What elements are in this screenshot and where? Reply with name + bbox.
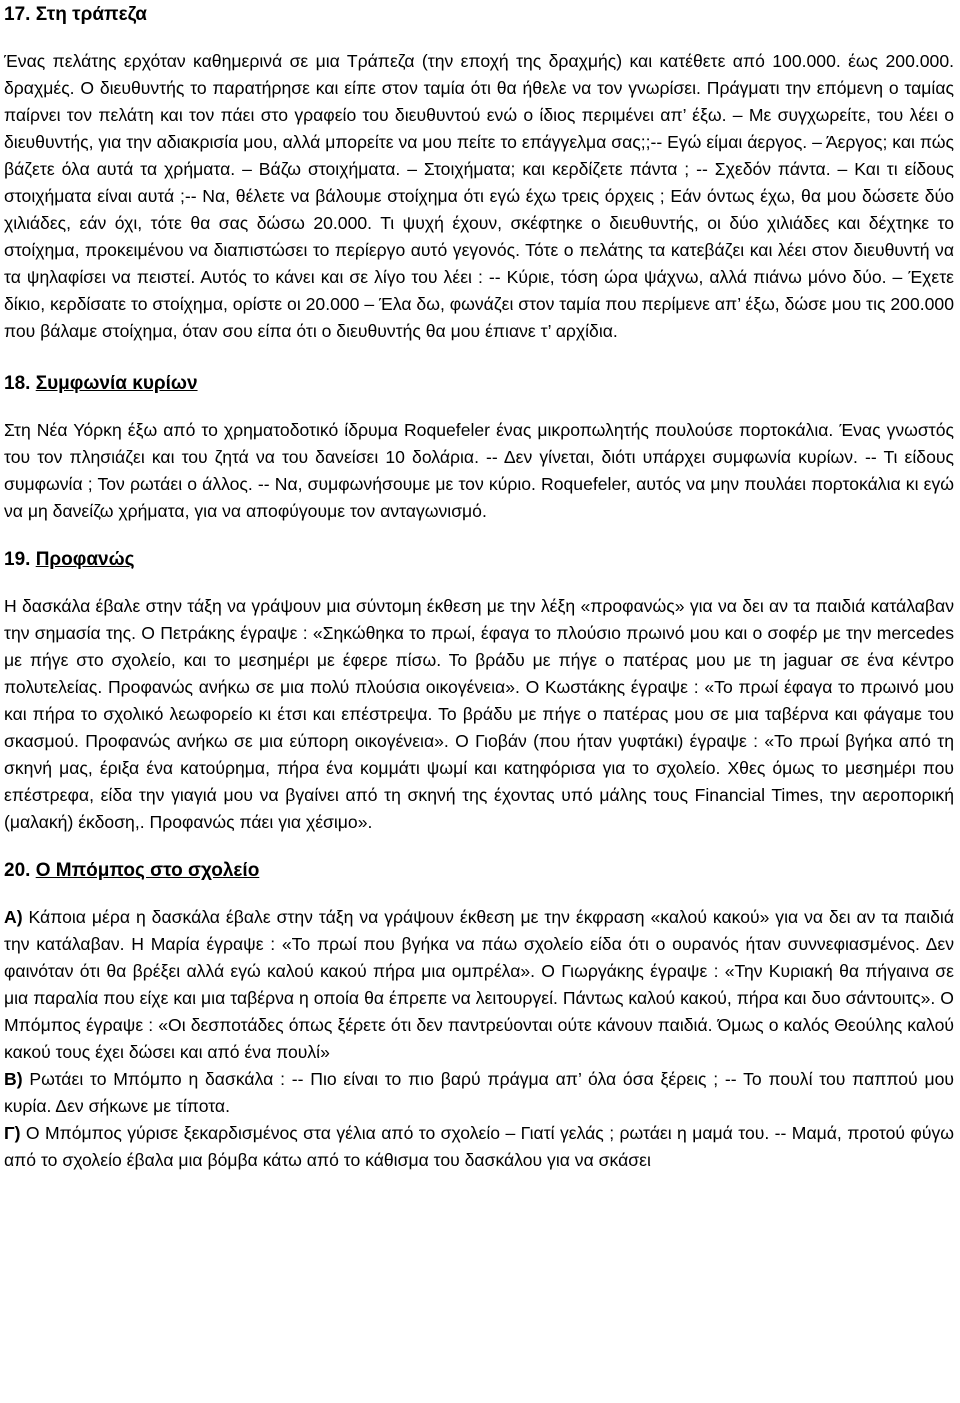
section-17-heading: 17. Στη τράπεζα — [4, 4, 147, 25]
section-20-title: Ο Μπόμπος στο σχολείο — [35, 860, 260, 881]
section-18-paragraph: Στη Νέα Υόρκη έξω από το χρηματοδοτικό ίδρυμα Roquefeler ένας μικροπωλητής πουλούσε πορτοκάλια. Ένας γνωστός του τον πλησιάζει και του ζητά να του δανείσει 10 δολάρια. -- Δεν γίνεται, διότι υπάρχει συμφωνία κυρίων. -- Τι είδους συμφωνία ; Τον ρωτάει ο άλλος. -- Να, συμφωνήσουμε με τον κύριο. Roquefeler, αυτός να μην πουλάει πορτοκάλια κι εγώ να μη δανείζω χρήματα, για να αποφύγουμε τον ανταγωνισμό. — [4, 420, 954, 521]
section-20-part-a — [4, 904, 954, 1066]
section-19-heading — [4, 546, 954, 573]
part-b-text: Ρωτάει το Μπόμπο η δασκάλα : -- Πιο είναι το πιο βαρύ πράγμα απ’ όλα όσα ξέρεις ; -- Το πουλί του παππού μου κυρία. Δεν σήκωνε με τίποτα. — [4, 1069, 954, 1116]
part-a-label: Α) — [4, 907, 23, 927]
part-c-label: Γ) — [4, 1123, 21, 1143]
section-18-heading — [4, 370, 954, 397]
part-b-label: Β) — [4, 1069, 23, 1089]
section-19 — [4, 546, 954, 836]
part-a-text: Κάποια μέρα η δασκάλα έβαλε στην τάξη να γράψουν έκθεση με την έκφραση «καλού κακού» για να δει αν τα παιδιά την κατάλαβαν. Η Μαρία έγραψε : «Το πρωί που βγήκα να πάω σχολείο είδα ότι ο ουρανός ήταν συννεφιασμένος. Δεν φαινόταν ότι θα βρέξει αλλά εγώ καλού κακού πήρα μια ομπρέλα». Ο Γιωργάκης έγραψε : «Την Κυριακή θα πήγαινα σε μια παραλία που είχε και μια ταβέρνα η οποία θα έπρεπε να λειτουργεί. Πάντως καλού κακού, πήρα και δυο σάντουιτς». Ο Μπόμπος έγραψε : «Οι δεσποτάδες όπως ξέρετε ότι δεν παντρεύονται ούτε κάνουν παιδιά. Όμως ο καλός Θεούλης καλού κακού τους έχει δώσει και από ένα πουλί» — [4, 907, 955, 1062]
section-18 — [4, 370, 954, 525]
section-17 — [4, 2, 954, 345]
section-18-number: 18. — [4, 373, 31, 394]
part-c-text: Ο Μπόμπος γύρισε ξεκαρδισμένος στα γέλια από το σχολείο – Γιατί γελάς ; ρωτάει η μαμά του. -- Μαμά, προτού φύγω από το σχολείο έβαλα μια βόμβα κάτω από το κάθισμα του δασκάλου για να σκάσει — [4, 1123, 954, 1170]
section-20-number: 20. — [4, 860, 31, 881]
section-19-title: Προφανώς — [35, 549, 135, 570]
section-19-number: 19. — [4, 549, 31, 570]
section-19-paragraph: Η δασκάλα έβαλε στην τάξη να γράψουν μια σύντομη έκθεση με την λέξη «προφανώς» για να δει αν τα παιδιά κατάλαβαν την σημασία της. Ο Πετράκης έγραψε : «Σηκώθηκα το πρωί, έφαγα το πλούσιο πρωινό μου και ο σοφέρ με την mercedes με πήγε στο σχολείο, και το μεσημέρι με έφερε πίσω. Το βράδυ με πήγε ο πατέρας μου με τη jaguar σε ένα κέντρο πολυτελείας. Προφανώς ανήκω σε μια πολύ πλούσια οικογένεια». Ο Κωστάκης έγραψε : «Το πρωί έφαγα το πρωινό μου και πήρα το σχολικό λεωφορείο κι έτσι και επέστρεψα. Το βράδυ με πήγε ο πατέρας μου σε μια ταβέρνα και φάγαμε του σκασμού. Προφανώς ανήκω σε μια εύπορη οικογένεια». Ο Γιοβάν (που ήταν γυφτάκι) έγραψε : «Το πρωί βγήκα από τη σκηνή μας, έριξα ένα κατούρημα, πήρα ένα κομμάτι ψωμί και κατηφόρισα για το σχολείο. Χθες όμως το μεσημέρι που επέστρεφα, είδα την γιαγιά μου να βγαίνει από τη σκηνή της έχοντας υπό μάλης τους Financial Times, την αεροπορική (μαλακή) έκδοση,. Προφανώς πάει για χέσιμο». — [4, 596, 954, 832]
section-17-paragraph: Ένας πελάτης ερχόταν καθημερινά σε μια Τράπεζα (την εποχή της δραχμής) και κατέθετε από 100.000. έως 200.000. δραχμές. Ο διευθυντής το παρατήρησε και είπε στον ταμία ότι θα ήθελε να τον γνωρίσει. Πράγματι την επόμενη ο ταμίας παίρνει τον πελάτη και τον πάει στο γραφείο του διευθυντού ενώ ο ίδιος περιμένει απ’ έξω. – Με συγχωρείτε, του λέει ο διευθυντής, για την αδιακρισία μου, αλλά μπορείτε να μου πείτε το επάγγελμα σας;;-- Εγώ είμαι άεργος. – Άεργος; και πώς βάζετε όλα αυτά τα χρήματα. – Βάζω στοιχήματα. – Στοιχήματα; και κερδίζετε πάντα ; -- Σχεδόν πάντα. – Και τι είδους στοιχήματα είναι αυτά ;-- Να, θέλετε να βάλουμε στοίχημα ότι εγώ έχω τρεις όρχεις ; Εάν όντως έχω, θα μου δώσετε δύο χιλιάδες, εάν όχι, τότε θα σας δώσω 20.000. Τι ψυχή έχουν, σκέφτηκε ο διευθυντής, οι δύο χιλιάδες και δέχτηκε το στοίχημα, προκειμένου να διαπιστώσει το περίεργο αυτό γεγονός. Τότε ο πελάτης τα κατεβάζει και λέει στον διευθυντή να τα ψηλαφίσει να πειστεί. Αυτός το κάνει και σε λίγο του λέει : -- Κύριε, τόση ώρα ψάχνω, αλλά πιάνω μόνο δύο. – Έχετε δίκιο, κερδίσατε το στοίχημα, ορίστε οι 20.000 – Έλα δω, φωνάζει στον ταμία που περίμενε απ’ έξω, δώσε μου τις 200.000 που βάλαμε στοίχημα, όταν σου είπα ότι ο διευθυντής θα μου έπιανε τ’ αρχίδια. — [4, 51, 954, 341]
section-20-part-c — [4, 1120, 954, 1174]
section-18-title: Συμφωνία κυρίων — [35, 373, 198, 394]
section-20-part-b — [4, 1066, 954, 1120]
section-20 — [4, 857, 954, 1174]
section-20-heading — [4, 857, 954, 884]
